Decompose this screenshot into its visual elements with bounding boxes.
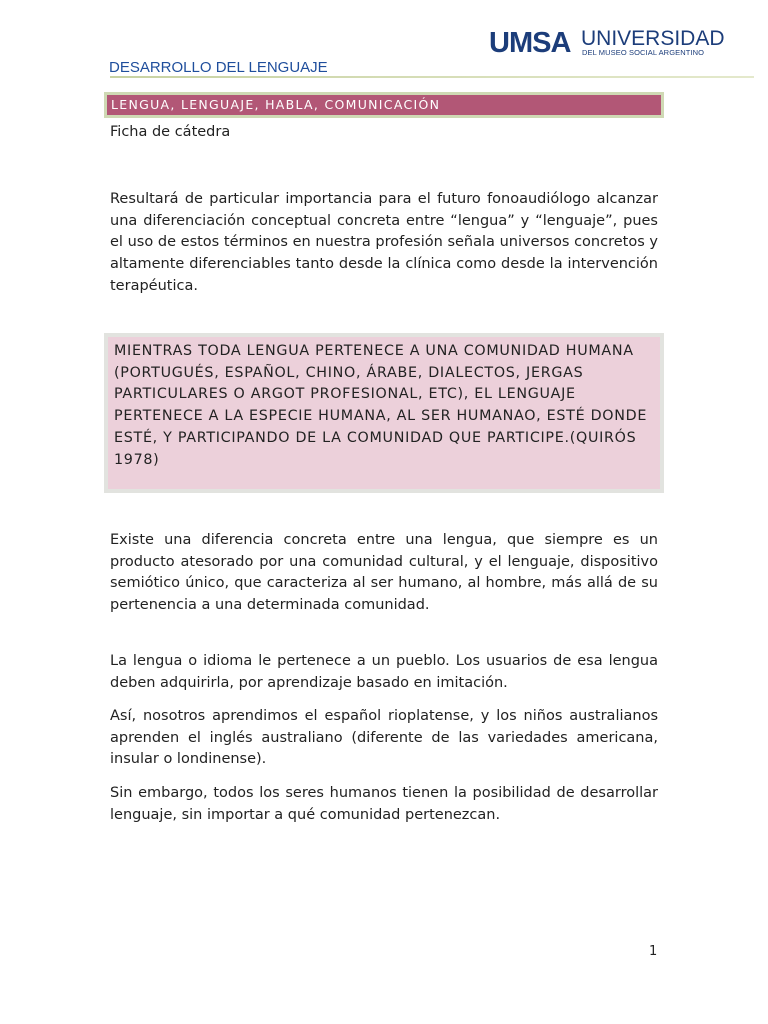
logo-subtitle: DEL MUSEO SOCIAL ARGENTINO: [582, 48, 705, 57]
document-subtitle: Ficha de cátedra: [110, 124, 231, 140]
page-number: 1: [649, 944, 658, 959]
paragraph-language-people: La lengua o idioma le pertenece a un pueblo. Los usuarios de esa lengua deben adquirirla, por aprendizaje basado en imitación.: [110, 653, 658, 691]
course-title: DESARROLLO DEL LENGUAJE: [109, 59, 328, 76]
section-title-bar: [104, 92, 664, 118]
quote-box: [104, 333, 664, 493]
section-title: LENGUA, LENGUAJE, HABLA, COMUNICACIÓN: [107, 95, 661, 115]
paragraph-examples: Así, nosotros aprendimos el español rioplatense, y los niños australianos aprenden el inglés australiano (diferente de las variedades americana, insular o londinense).: [110, 708, 658, 768]
header-divider: [110, 76, 754, 78]
logo-name: UNIVERSIDAD: [581, 27, 725, 50]
paragraph-conclusion: Sin embargo, todos los seres humanos tienen la posibilidad de desarrollar lenguaje, sin importar a qué comunidad pertenezcan.: [110, 785, 658, 823]
paragraph-intro: Resultará de particular importancia para el futuro fonoaudiólogo alcanzar una diferenciación conceptual concreta entre “lengua” y “lenguaje”, pues el uso de estos términos en nuestra profesión señala universos concretos y altamente diferenciables tanto desde la clínica como desde la intervención terapéutica.: [110, 191, 658, 294]
paragraph-language-difference: Existe una diferencia concreta entre una lengua, que siempre es un producto atesorado por una comunidad cultural, y el lenguaje, dispositivo semiótico único, que caracteriza al ser humano, al hombre, más allá de su pertenencia a una determinada comunidad.: [110, 532, 658, 614]
logo-acronym: UMSA: [489, 27, 571, 59]
quote-text: MIENTRAS TODA LENGUA PERTENECE A UNA COMUNIDAD HUMANA (PORTUGUÉS, ESPAÑOL, CHINO, ÁRABE, DIALECTOS, JERGAS PARTICULARES O ARGOT PROFESIONAL, ETC), EL LENGUAJE PERTENECE A LA ESPECIE HUMANA, AL SER HUMANAO, ESTÉ DONDE ESTÉ, Y PARTICIPANDO DE LA COMUNIDAD QUE PARTICIPE.(QUIRÓS 1978): [108, 337, 660, 489]
